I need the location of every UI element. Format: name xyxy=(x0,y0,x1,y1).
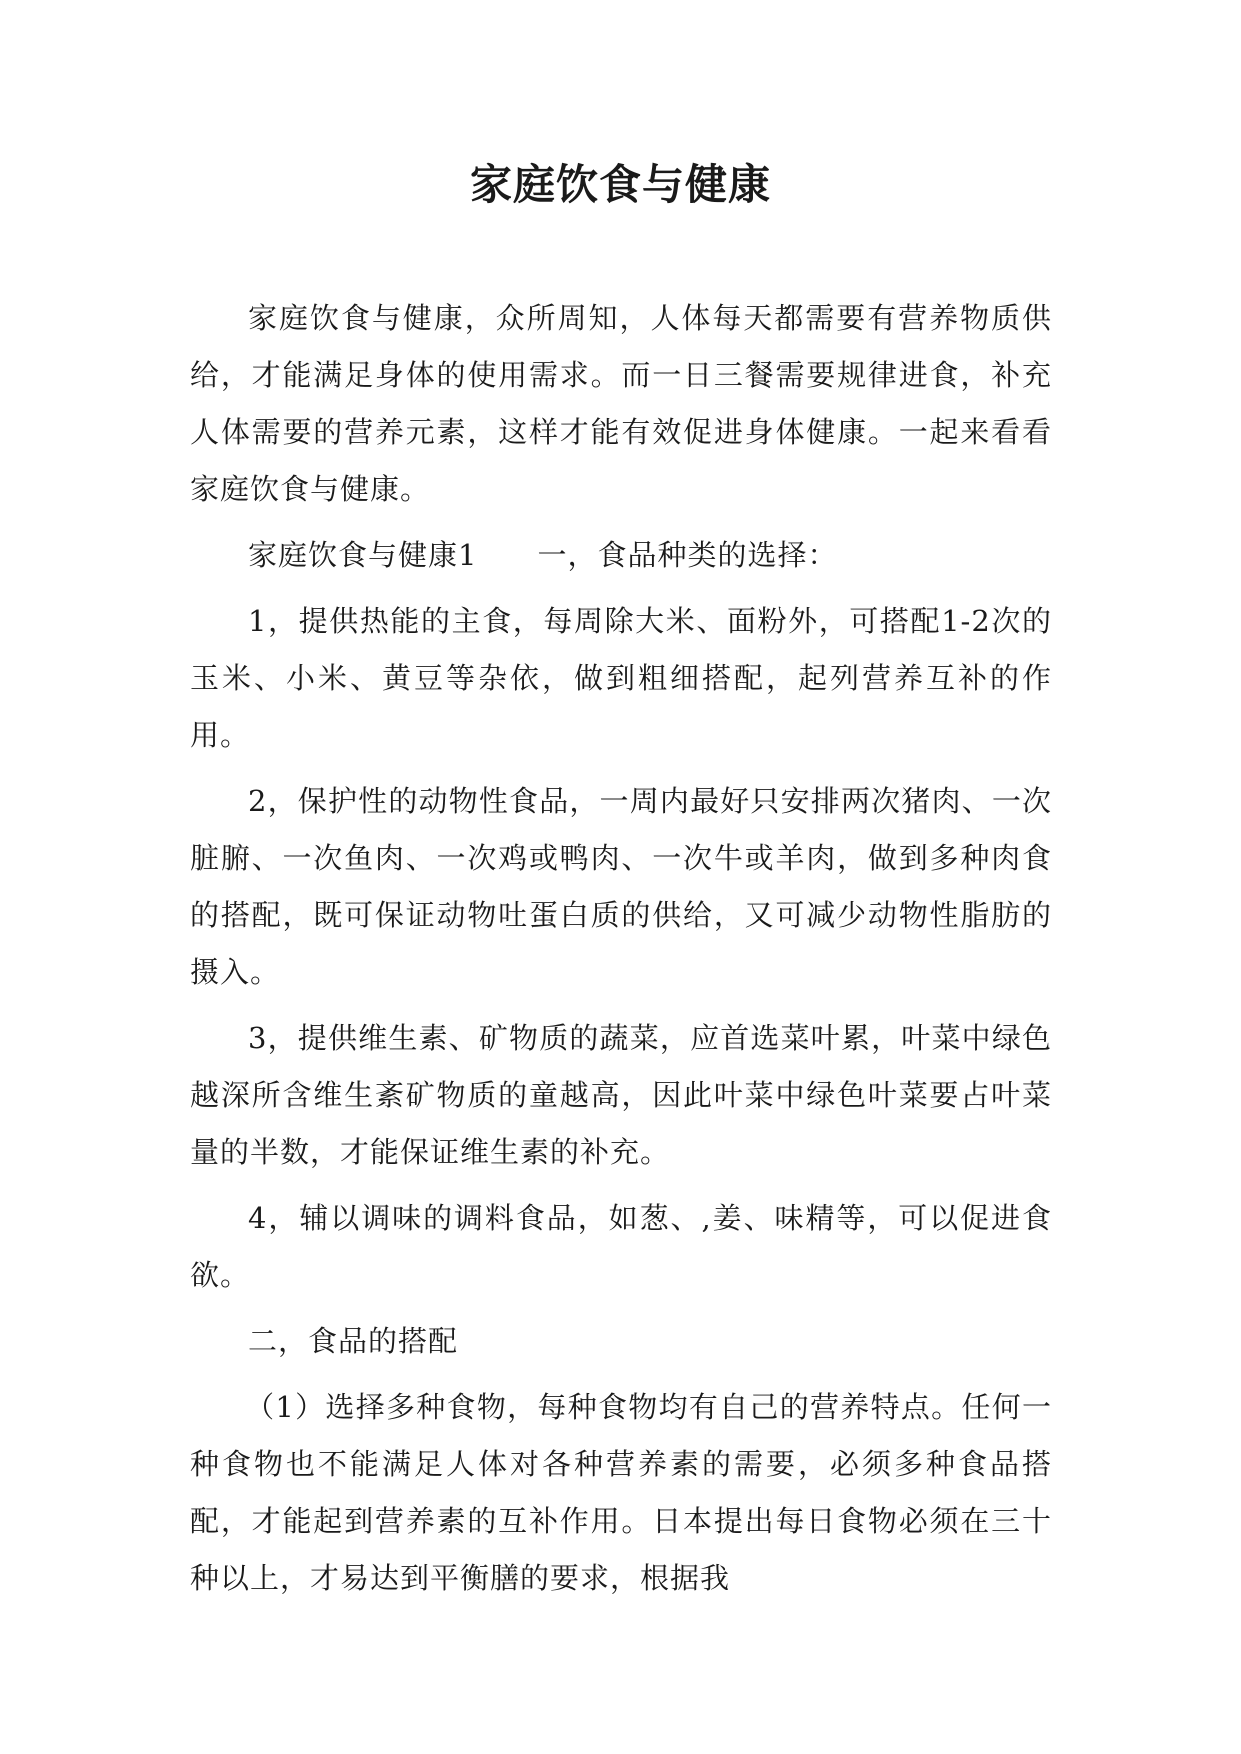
section-2-heading: 二，食品的搭配 xyxy=(248,1324,459,1358)
list-item: 3，提供维生素、矿物质的蔬菜，应首选菜叶累，叶菜中绿色越深所含维生紊矿物质的童越高，因此叶菜中绿色叶菜要占叶菜量的半数，才能保证维生素的补充。 xyxy=(190,1021,1052,1169)
section-1-heading xyxy=(190,527,1052,584)
section-1-title: 一，食品种类的选择： xyxy=(537,538,838,572)
list-item: 2，保护性的动物性食品，一周内最好只安排两次猪肉、一次脏腑、一次鱼肉、一次鸡或鸭肉、一次牛或羊肉，做到多种肉食的搭配，既可保证动物吐蛋白质的供给，又可减少动物性脂肪的摄入。 xyxy=(190,784,1052,989)
page-title: 家庭饮食与健康 xyxy=(469,160,771,209)
intro-paragraph: 家庭饮食与健康，众所周知，人体每天都需要有营养物质供给，才能满足身体的使用需求。而一日三餐需要规律进食，补充人体需要的营养元素，这样才能有效促进身体健康。一起来看看家庭饮食与健康。 xyxy=(190,301,1052,506)
section-1-prefix: 家庭饮食与健康1 xyxy=(248,538,478,572)
section-2-paragraph: （1）选择多种食物，每种食物均有自己的营养特点。任何一种食物也不能满足人体对各种营养素的需要，必须多种食品搭配，才能起到营养素的互补作用。日本提出每日食物必须在三十种以上，才易达到平衡膳的要求，根据我 xyxy=(190,1390,1052,1595)
document-body xyxy=(190,290,1052,1616)
list-item: 1，提供热能的主食，每周除大米、面粉外，可搭配1-2次的玉米、小米、黄豆等杂依，做到粗细搭配，起列营养互补的作用。 xyxy=(190,604,1052,752)
list-item: 4，辅以调味的调料食品，如葱、,姜、味精等，可以促进食欲。 xyxy=(190,1201,1052,1292)
